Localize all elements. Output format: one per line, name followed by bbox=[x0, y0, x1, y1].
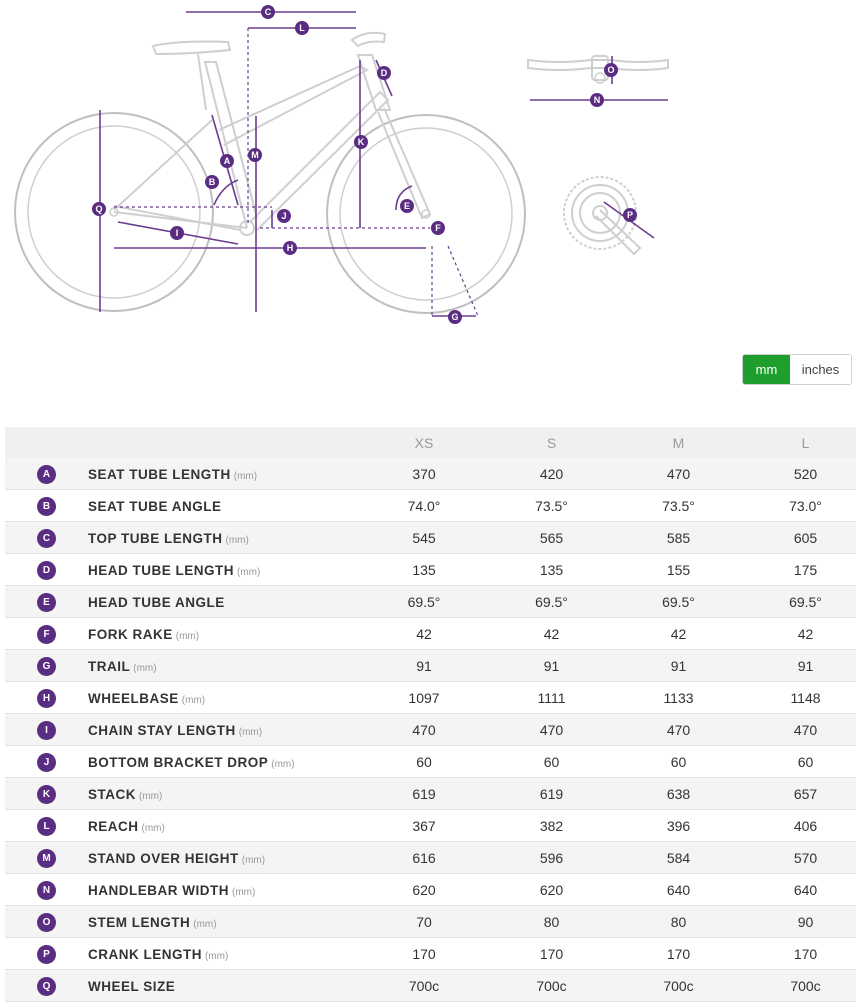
row-letter-cell bbox=[5, 554, 88, 586]
measurement-name: HEAD TUBE LENGTH bbox=[88, 562, 234, 578]
svg-text:H: H bbox=[286, 243, 294, 253]
bike-geometry-diagram bbox=[0, 0, 856, 345]
measurement-name: WHEELBASE bbox=[88, 690, 179, 706]
value-cell-xs: 60 bbox=[360, 746, 488, 778]
letter-badge: N bbox=[37, 881, 56, 900]
svg-text:E: E bbox=[403, 201, 411, 211]
letter-badge: Q bbox=[37, 977, 56, 996]
letter-badge: K bbox=[37, 785, 56, 804]
marker-l bbox=[295, 21, 309, 35]
value-cell-m: 69.5° bbox=[615, 586, 742, 618]
svg-text:A: A bbox=[223, 156, 231, 166]
value-cell-s: 620 bbox=[488, 874, 615, 906]
letter-badge: B bbox=[37, 497, 56, 516]
table-row bbox=[5, 650, 856, 682]
row-measurement-cell bbox=[88, 618, 360, 650]
row-letter-cell bbox=[5, 714, 88, 746]
letter-badge: P bbox=[37, 945, 56, 964]
value-cell-l: 170 bbox=[742, 938, 856, 970]
marker-m bbox=[248, 148, 262, 162]
header-size-s: S bbox=[488, 427, 615, 458]
bike-geometry-svg bbox=[0, 0, 856, 345]
marker-p bbox=[623, 208, 637, 222]
letter-badge: G bbox=[37, 657, 56, 676]
row-letter-cell bbox=[5, 906, 88, 938]
value-cell-s: 700c bbox=[488, 970, 615, 1002]
table-row bbox=[5, 810, 856, 842]
measurement-name: FORK RAKE bbox=[88, 626, 173, 642]
value-cell-s: 382 bbox=[488, 810, 615, 842]
table-row bbox=[5, 490, 856, 522]
value-cell-s: 42 bbox=[488, 618, 615, 650]
value-cell-xs: 367 bbox=[360, 810, 488, 842]
value-cell-l: 91 bbox=[742, 650, 856, 682]
header-size-l: L bbox=[742, 427, 856, 458]
value-cell-l: 570 bbox=[742, 842, 856, 874]
value-cell-l: 1148 bbox=[742, 682, 856, 714]
row-letter-cell bbox=[5, 586, 88, 618]
svg-text:F: F bbox=[435, 223, 441, 233]
bike-frame bbox=[114, 33, 430, 235]
value-cell-s: 420 bbox=[488, 458, 615, 490]
measurement-name: WHEEL SIZE bbox=[88, 978, 176, 994]
value-cell-m: 1133 bbox=[615, 682, 742, 714]
measurement-unit: (mm) bbox=[238, 726, 263, 738]
value-cell-m: 91 bbox=[615, 650, 742, 682]
value-cell-s: 596 bbox=[488, 842, 615, 874]
unit-inches-button[interactable]: inches bbox=[790, 355, 851, 384]
measurement-unit: (mm) bbox=[205, 950, 229, 962]
measurement-name: CRANK LENGTH bbox=[88, 946, 202, 962]
table-row bbox=[5, 554, 856, 586]
svg-text:J: J bbox=[281, 211, 287, 221]
value-cell-l: 69.5° bbox=[742, 586, 856, 618]
value-cell-l: 175 bbox=[742, 554, 856, 586]
row-measurement-cell bbox=[88, 682, 360, 714]
value-cell-l: 73.0° bbox=[742, 490, 856, 522]
measurement-name: CHAIN STAY LENGTH bbox=[88, 722, 236, 738]
svg-text:M: M bbox=[251, 150, 259, 160]
value-cell-s: 1111 bbox=[488, 682, 615, 714]
value-cell-l: 90 bbox=[742, 906, 856, 938]
value-cell-s: 619 bbox=[488, 778, 615, 810]
row-measurement-cell bbox=[88, 714, 360, 746]
marker-q bbox=[92, 202, 106, 216]
letter-badge: F bbox=[37, 625, 56, 644]
row-letter-cell bbox=[5, 874, 88, 906]
letter-badge: O bbox=[37, 913, 56, 932]
value-cell-s: 170 bbox=[488, 938, 615, 970]
table-row bbox=[5, 938, 856, 970]
measurement-unit: (mm) bbox=[233, 470, 258, 482]
geometry-table-body bbox=[5, 458, 856, 1002]
measurement-name: SEAT TUBE LENGTH bbox=[88, 466, 231, 482]
row-letter-cell bbox=[5, 490, 88, 522]
value-cell-m: 584 bbox=[615, 842, 742, 874]
marker-n bbox=[590, 93, 604, 107]
value-cell-xs: 620 bbox=[360, 874, 488, 906]
table-row bbox=[5, 586, 856, 618]
value-cell-s: 135 bbox=[488, 554, 615, 586]
unit-toggle bbox=[742, 354, 852, 385]
measurement-unit: (mm) bbox=[181, 694, 206, 706]
value-cell-m: 60 bbox=[615, 746, 742, 778]
row-measurement-cell bbox=[88, 650, 360, 682]
row-measurement-cell bbox=[88, 906, 360, 938]
table-row bbox=[5, 842, 856, 874]
measurement-name: SEAT TUBE ANGLE bbox=[88, 498, 222, 514]
row-letter-cell bbox=[5, 522, 88, 554]
row-letter-cell bbox=[5, 682, 88, 714]
row-letter-cell bbox=[5, 842, 88, 874]
measurement-unit: (mm) bbox=[175, 630, 200, 642]
value-cell-xs: 470 bbox=[360, 714, 488, 746]
value-cell-s: 565 bbox=[488, 522, 615, 554]
value-cell-m: 155 bbox=[615, 554, 742, 586]
row-measurement-cell bbox=[88, 874, 360, 906]
letter-badge: D bbox=[37, 561, 56, 580]
value-cell-l: 60 bbox=[742, 746, 856, 778]
row-measurement-cell bbox=[88, 778, 360, 810]
measurement-unit: (mm) bbox=[271, 758, 295, 770]
measurement-name: HANDLEBAR WIDTH bbox=[88, 882, 229, 898]
value-cell-s: 470 bbox=[488, 714, 615, 746]
row-letter-cell bbox=[5, 650, 88, 682]
row-letter-cell bbox=[5, 810, 88, 842]
value-cell-m: 470 bbox=[615, 714, 742, 746]
measurement-name: REACH bbox=[88, 818, 139, 834]
table-row bbox=[5, 874, 856, 906]
table-row bbox=[5, 778, 856, 810]
svg-text:B: B bbox=[208, 177, 216, 187]
value-cell-l: 470 bbox=[742, 714, 856, 746]
row-measurement-cell bbox=[88, 746, 360, 778]
measurement-unit: (mm) bbox=[133, 662, 157, 674]
svg-text:D: D bbox=[380, 68, 388, 78]
letter-badge: C bbox=[37, 529, 56, 548]
row-measurement-cell bbox=[88, 458, 360, 490]
marker-h bbox=[283, 241, 297, 255]
value-cell-l: 42 bbox=[742, 618, 856, 650]
value-cell-m: 396 bbox=[615, 810, 742, 842]
row-letter-cell bbox=[5, 938, 88, 970]
value-cell-xs: 74.0° bbox=[360, 490, 488, 522]
marker-a bbox=[220, 154, 234, 168]
measurement-unit: (mm) bbox=[225, 534, 249, 546]
row-measurement-cell bbox=[88, 586, 360, 618]
measurement-name: BOTTOM BRACKET DROP bbox=[88, 754, 269, 770]
table-header-row bbox=[5, 427, 856, 458]
measurement-name: STEM LENGTH bbox=[88, 914, 191, 930]
header-letter bbox=[5, 427, 88, 458]
value-cell-xs: 70 bbox=[360, 906, 488, 938]
measurement-unit: (mm) bbox=[237, 566, 261, 578]
svg-text:K: K bbox=[357, 137, 365, 147]
measurement-name: TRAIL bbox=[88, 658, 131, 674]
row-letter-cell bbox=[5, 618, 88, 650]
measurement-name: STACK bbox=[88, 786, 136, 802]
measurement-unit: (mm) bbox=[241, 854, 266, 866]
letter-badge: H bbox=[37, 689, 56, 708]
value-cell-l: 406 bbox=[742, 810, 856, 842]
row-letter-cell bbox=[5, 778, 88, 810]
row-measurement-cell bbox=[88, 554, 360, 586]
letter-badge: L bbox=[37, 817, 56, 836]
marker-i bbox=[170, 226, 184, 240]
value-cell-s: 73.5° bbox=[488, 490, 615, 522]
table-row bbox=[5, 522, 856, 554]
header-size-xs: XS bbox=[360, 427, 488, 458]
value-cell-l: 640 bbox=[742, 874, 856, 906]
row-measurement-cell bbox=[88, 522, 360, 554]
letter-badge: J bbox=[37, 753, 56, 772]
header-size-m: M bbox=[615, 427, 742, 458]
value-cell-xs: 135 bbox=[360, 554, 488, 586]
value-cell-s: 91 bbox=[488, 650, 615, 682]
row-letter-cell bbox=[5, 970, 88, 1002]
row-measurement-cell bbox=[88, 810, 360, 842]
value-cell-xs: 170 bbox=[360, 938, 488, 970]
row-measurement-cell bbox=[88, 490, 360, 522]
marker-f bbox=[431, 221, 445, 235]
value-cell-xs: 616 bbox=[360, 842, 488, 874]
row-letter-cell bbox=[5, 746, 88, 778]
geometry-table bbox=[5, 427, 856, 1002]
dimension-lines bbox=[100, 12, 478, 318]
value-cell-m: 470 bbox=[615, 458, 742, 490]
value-cell-m: 640 bbox=[615, 874, 742, 906]
marker-d bbox=[377, 66, 391, 80]
svg-text:G: G bbox=[451, 312, 459, 322]
value-cell-m: 638 bbox=[615, 778, 742, 810]
measurement-unit: (mm) bbox=[141, 822, 165, 834]
value-cell-xs: 69.5° bbox=[360, 586, 488, 618]
measurement-unit: (mm) bbox=[231, 886, 256, 898]
value-cell-xs: 545 bbox=[360, 522, 488, 554]
letter-badge: M bbox=[37, 849, 56, 868]
svg-text:C: C bbox=[264, 7, 272, 17]
marker-b bbox=[205, 175, 219, 189]
value-cell-m: 73.5° bbox=[615, 490, 742, 522]
svg-text:P: P bbox=[626, 210, 634, 220]
value-cell-l: 700c bbox=[742, 970, 856, 1002]
value-cell-xs: 370 bbox=[360, 458, 488, 490]
value-cell-s: 80 bbox=[488, 906, 615, 938]
value-cell-m: 700c bbox=[615, 970, 742, 1002]
marker-k bbox=[354, 135, 368, 149]
letter-badge: E bbox=[37, 593, 56, 612]
value-cell-xs: 1097 bbox=[360, 682, 488, 714]
table-row bbox=[5, 906, 856, 938]
marker-g bbox=[448, 310, 462, 324]
svg-text:Q: Q bbox=[95, 204, 103, 214]
marker-o bbox=[604, 63, 618, 77]
header-measurement bbox=[88, 427, 360, 458]
table-row bbox=[5, 714, 856, 746]
measurement-name: STAND OVER HEIGHT bbox=[88, 850, 239, 866]
value-cell-m: 42 bbox=[615, 618, 742, 650]
letter-badge: A bbox=[37, 465, 56, 484]
svg-text:L: L bbox=[299, 23, 305, 33]
marker-j bbox=[277, 209, 291, 223]
row-measurement-cell bbox=[88, 938, 360, 970]
value-cell-xs: 700c bbox=[360, 970, 488, 1002]
value-cell-l: 605 bbox=[742, 522, 856, 554]
value-cell-xs: 619 bbox=[360, 778, 488, 810]
table-row bbox=[5, 458, 856, 490]
measurement-unit: (mm) bbox=[193, 918, 217, 930]
measurement-name: TOP TUBE LENGTH bbox=[88, 530, 223, 546]
measurement-unit: (mm) bbox=[139, 790, 163, 802]
value-cell-l: 657 bbox=[742, 778, 856, 810]
marker-e bbox=[400, 199, 414, 213]
svg-text:N: N bbox=[593, 95, 601, 105]
value-cell-m: 585 bbox=[615, 522, 742, 554]
row-measurement-cell bbox=[88, 970, 360, 1002]
svg-text:O: O bbox=[607, 65, 615, 75]
value-cell-s: 60 bbox=[488, 746, 615, 778]
letter-badge: I bbox=[37, 721, 56, 740]
table-row bbox=[5, 746, 856, 778]
value-cell-l: 520 bbox=[742, 458, 856, 490]
value-cell-m: 80 bbox=[615, 906, 742, 938]
measurement-name: HEAD TUBE ANGLE bbox=[88, 594, 225, 610]
table-row bbox=[5, 618, 856, 650]
unit-mm-button[interactable]: mm bbox=[743, 355, 790, 384]
row-letter-cell bbox=[5, 458, 88, 490]
value-cell-xs: 42 bbox=[360, 618, 488, 650]
svg-text:I: I bbox=[175, 228, 179, 238]
value-cell-m: 170 bbox=[615, 938, 742, 970]
table-row bbox=[5, 970, 856, 1002]
crankset-view bbox=[564, 177, 654, 254]
table-row bbox=[5, 682, 856, 714]
value-cell-xs: 91 bbox=[360, 650, 488, 682]
value-cell-s: 69.5° bbox=[488, 586, 615, 618]
row-measurement-cell bbox=[88, 842, 360, 874]
marker-c bbox=[261, 5, 275, 19]
